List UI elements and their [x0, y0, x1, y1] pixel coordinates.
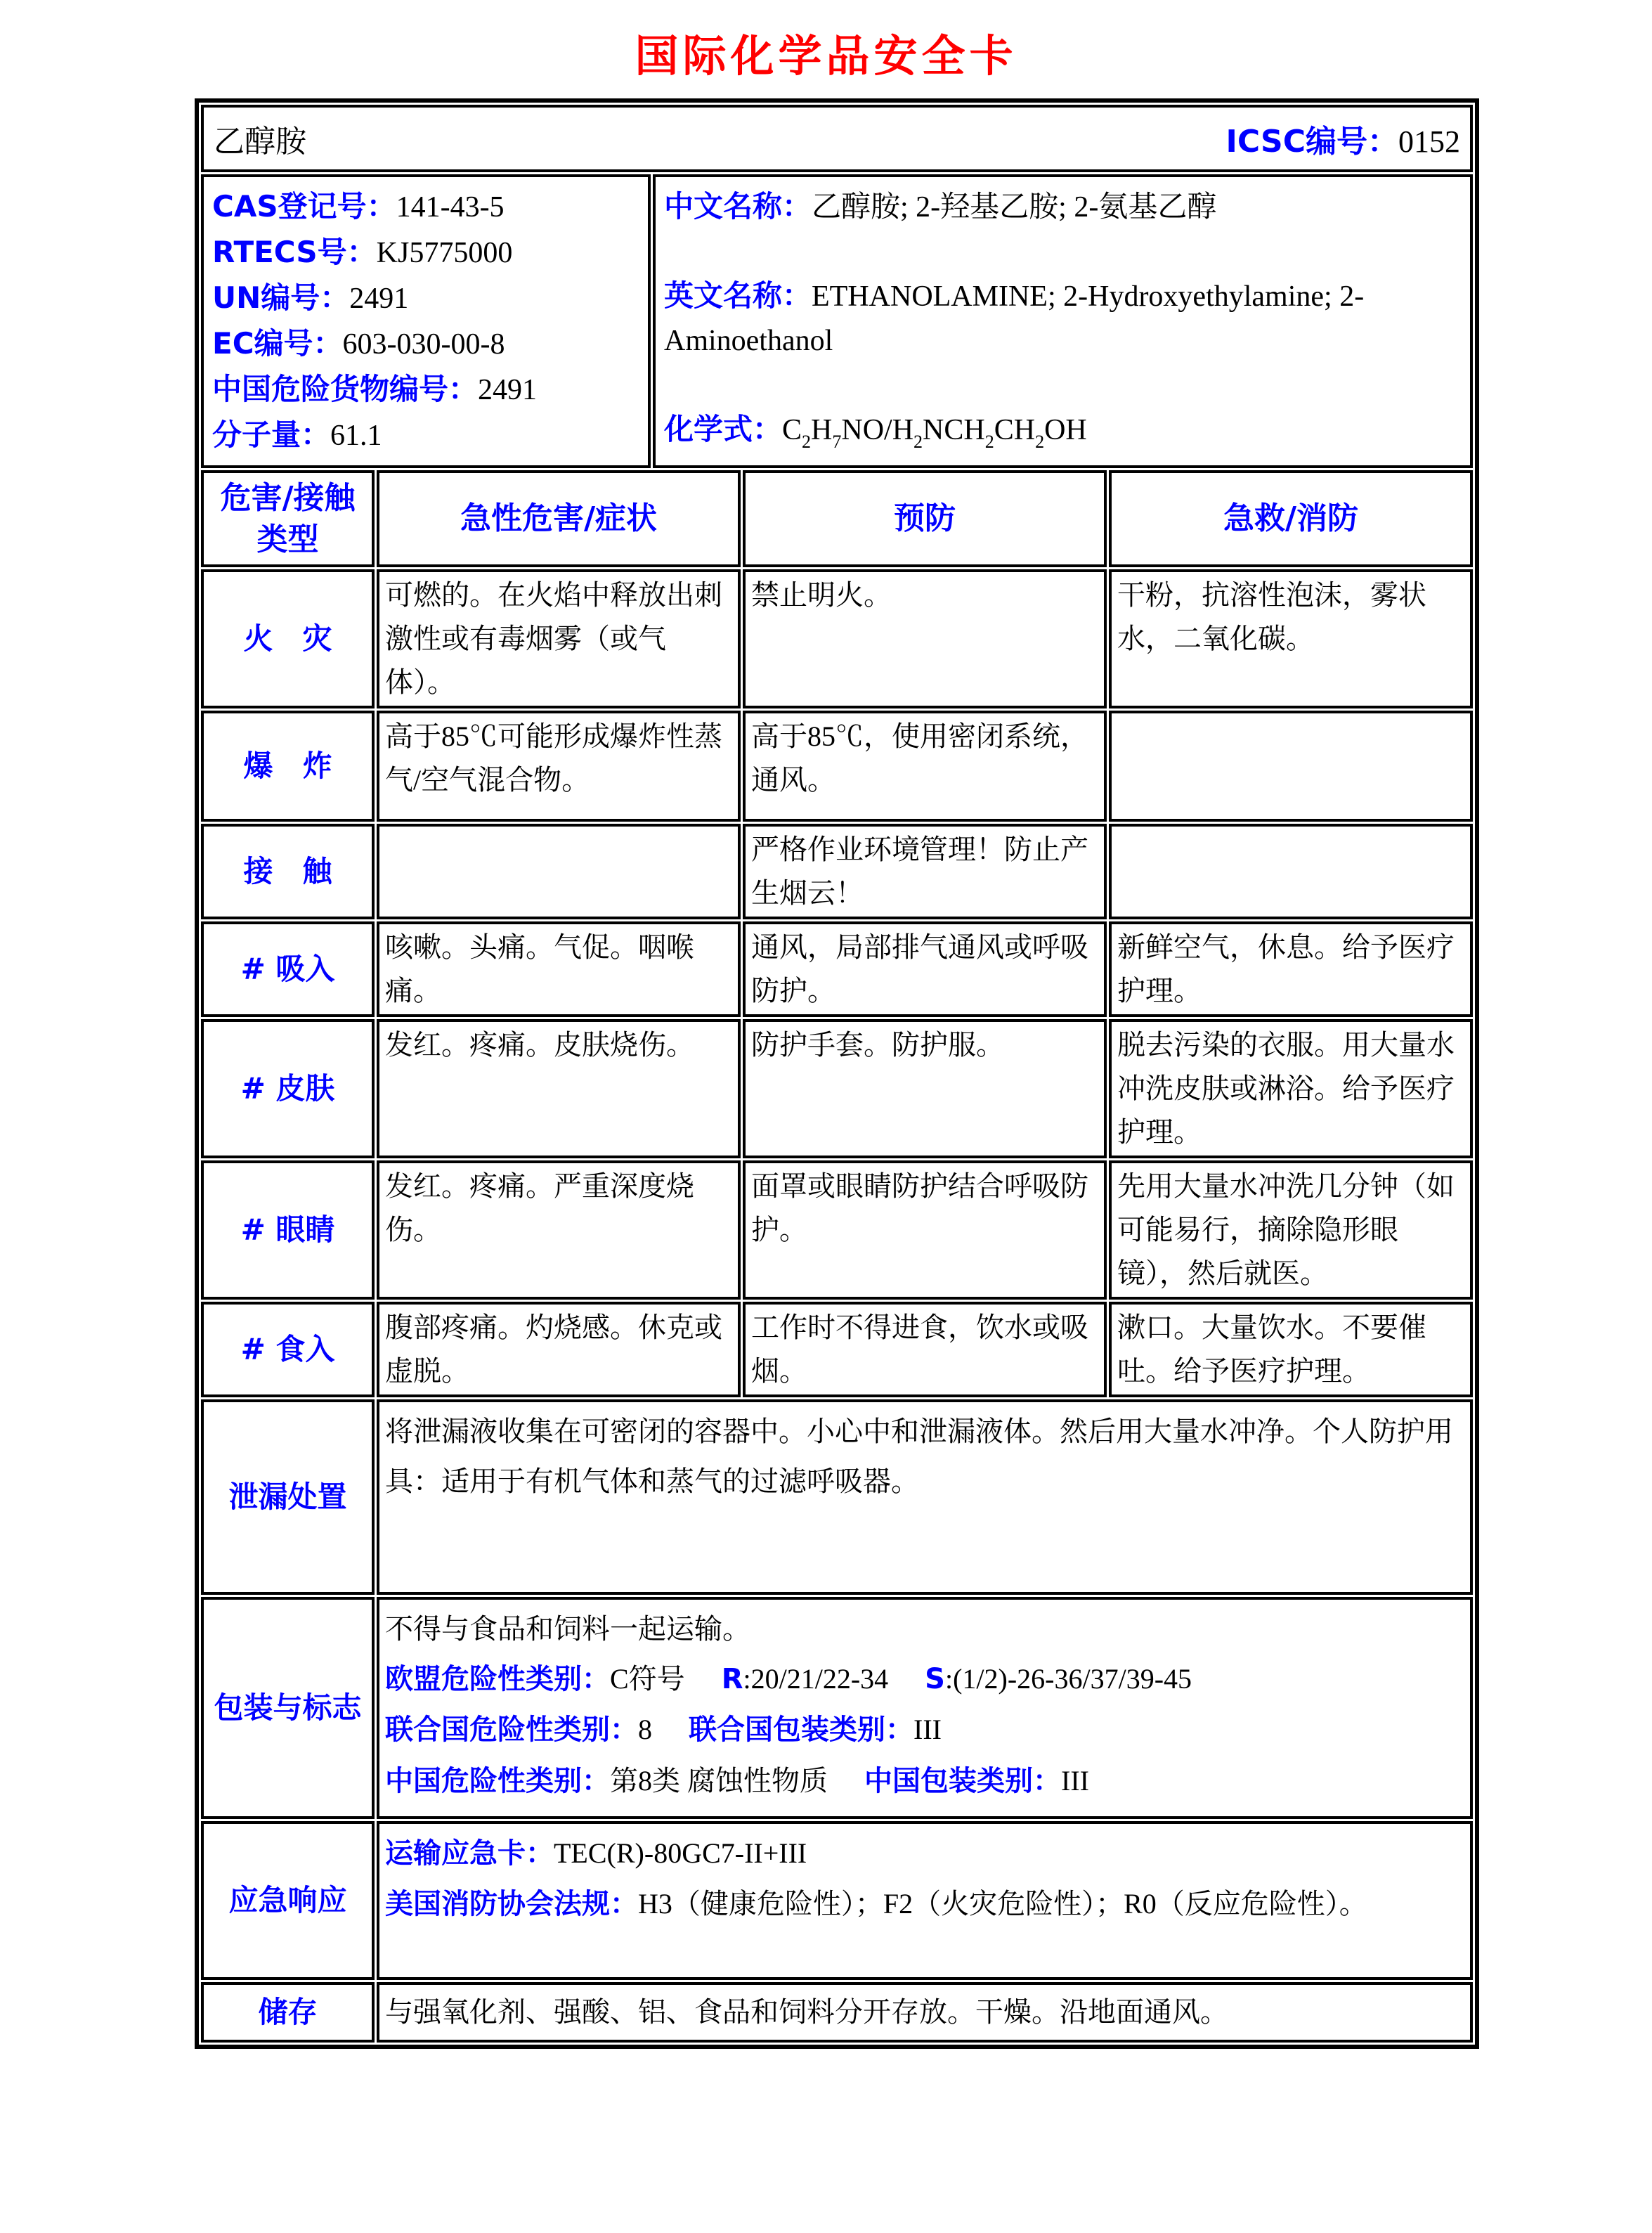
packaging-eu-line: [385, 1654, 1464, 1704]
row-label-explosion: 爆 炸: [201, 711, 375, 822]
skin-first-aid-cell: 脱去污染的衣服。用大量水冲洗皮肤或淋浴。给予医疗护理。: [1109, 1019, 1473, 1158]
ingestion-prevention-cell: 工作时不得进食，饮水或吸烟。: [743, 1302, 1107, 1397]
molecular-weight-line: [212, 413, 639, 458]
exposure-prevention-cell: 严格作业环境管理！防止产生烟云！: [743, 824, 1107, 919]
s-phrases-value: :(1/2)-26-36/37/39-45: [944, 1663, 1192, 1695]
formula-segment: CH: [994, 414, 1036, 446]
column-header-prevention: 预防: [743, 470, 1107, 567]
ec-number-line: [212, 321, 639, 367]
eyes-symptom-cell: 发红。疼痛。严重深度烧伤。: [377, 1160, 741, 1300]
molecular-weight-value: 61.1: [330, 420, 382, 452]
row-label-packaging-labelling: 包装与标志: [201, 1597, 375, 1819]
skin-prevention-cell: 防护手套。防护服。: [743, 1019, 1107, 1158]
formula-segment: NO/H: [841, 414, 914, 446]
storage-cell: 与强氧化剂、强酸、铝、食品和饲料分开存放。干燥。沿地面通风。: [377, 1982, 1473, 2043]
formula-subscript: 2: [984, 432, 994, 452]
explosion-first-aid-cell: [1109, 711, 1473, 822]
fire-first-aid-cell: 干粉，抗溶性泡沫，雾状水，二氧化碳。: [1109, 569, 1473, 708]
ec-value: 603-030-00-8: [342, 328, 505, 361]
china-dg-number-line: [212, 367, 639, 413]
row-label-emergency-response: 应急响应: [201, 1821, 375, 1980]
hazard-table: [201, 470, 1473, 2043]
row-label-spill-disposal: 泄漏处置: [201, 1399, 375, 1595]
un-number-line: [212, 276, 639, 321]
identifiers-right-cell: [653, 174, 1473, 468]
emergency-response-cell: [377, 1821, 1473, 1980]
row-label-fire: 火 灾: [201, 569, 375, 708]
explosion-symptom-cell: 高于85℃可能形成爆炸性蒸气/空气混合物。: [377, 711, 741, 822]
fire-prevention-cell: 禁止明火。: [743, 569, 1107, 708]
un-packing-group-value: III: [913, 1714, 942, 1746]
row-label-ingestion: # 食入: [201, 1302, 375, 1397]
identifiers-left-cell: [201, 174, 651, 468]
formula-subscript: 2: [802, 432, 812, 452]
icsc-label: ICSC编号：: [1225, 124, 1398, 160]
page-title: 国际化学品安全卡: [635, 30, 1017, 82]
column-header-first-aid-fire: 急救/消防: [1109, 470, 1473, 567]
substance-header-row: [201, 105, 1473, 172]
safety-card: [195, 98, 1479, 2049]
eyes-first-aid-cell: 先用大量水冲洗几分钟（如可能易行，摘除隐形眼镜），然后就医。: [1109, 1160, 1473, 1300]
icsc-number: [1226, 116, 1460, 161]
packaging-labelling-cell: [377, 1597, 1473, 1819]
un-label: UN编号：: [212, 280, 350, 315]
china-dg-value: 2491: [478, 374, 538, 406]
chinese-name-label: 中文名称：: [664, 189, 812, 224]
formula-segment: C: [782, 414, 802, 446]
cn-hazard-class-value: 第8类 腐蚀性物质: [610, 1764, 828, 1797]
row-label-storage: 储存: [201, 1982, 375, 2043]
chemical-formula-line: [664, 407, 1462, 455]
molecular-weight-label: 分子量：: [212, 418, 331, 452]
explosion-prevention-cell: 高于85℃，使用密闭系统，通风。: [743, 711, 1107, 822]
formula-subscript: 2: [1035, 432, 1045, 452]
spill-disposal-cell: 将泄漏液收集在可密闭的容器中。小心中和泄漏液体。然后用大量水冲净。个人防护用具：适用于有机气体和蒸气的过滤呼吸器。: [377, 1399, 1473, 1595]
row-label-exposure: 接 触: [201, 824, 375, 919]
fire-symptom-cell: 可燃的。在火焰中释放出刺激性或有毒烟雾（或气体）。: [377, 569, 741, 708]
un-packing-group-label: 联合国包装类别：: [689, 1714, 913, 1747]
column-header-hazard-type: 危害/接触类型: [201, 470, 375, 567]
chinese-name-line: [664, 184, 1462, 230]
cas-number-line: [212, 184, 639, 230]
eu-hazard-class-value: C符号: [610, 1663, 685, 1695]
r-phrases-label: R: [721, 1663, 743, 1696]
chemical-formula-value: [782, 414, 1087, 452]
cas-label: CAS登记号：: [212, 189, 396, 224]
rtecs-value: KJ5775000: [376, 237, 513, 269]
formula-segment: OH: [1044, 414, 1087, 446]
cn-packing-group-value: III: [1061, 1764, 1089, 1797]
formula-segment: NCH: [923, 414, 985, 446]
un-hazard-class-label: 联合国危险性类别：: [385, 1714, 638, 1747]
cn-packing-group-label: 中国包装类别：: [864, 1764, 1061, 1797]
row-label-eyes: # 眼睛: [201, 1160, 375, 1300]
chinese-name-value: 乙醇胺; 2-羟基乙胺; 2-氨基乙醇: [812, 191, 1217, 224]
ec-label: EC编号：: [212, 326, 343, 361]
english-name-value: ETHANOLAMINE; 2-Hydroxyethylamine; 2-Aminoethanol: [664, 280, 1365, 357]
nfpa-code-value: H3（健康危险性）；F2（火灾危险性）；R0（反应危险性）。: [638, 1888, 1367, 1920]
inhalation-prevention-cell: 通风，局部排气通风或呼吸防护。: [743, 921, 1107, 1017]
rtecs-label: RTECS号：: [212, 235, 377, 269]
row-label-skin: # 皮肤: [201, 1019, 375, 1158]
icsc-value: 0152: [1398, 124, 1460, 159]
english-name-line: [664, 273, 1462, 363]
row-label-inhalation: # 吸入: [201, 921, 375, 1017]
ingestion-first-aid-cell: 漱口。大量饮水。不要催吐。给予医疗护理。: [1109, 1302, 1473, 1397]
formula-subscript: 7: [832, 432, 842, 452]
transport-emergency-card-line: [385, 1828, 1464, 1879]
exposure-symptom-cell: [377, 824, 741, 919]
nfpa-code-label: 美国消防协会法规：: [385, 1888, 638, 1921]
cn-hazard-class-label: 中国危险性类别：: [385, 1764, 610, 1797]
transport-emergency-card-label: 运输应急卡：: [385, 1837, 554, 1870]
eu-hazard-class-label: 欧盟危险性类别：: [385, 1663, 610, 1696]
skin-symptom-cell: 发红。疼痛。皮肤烧伤。: [377, 1019, 741, 1158]
eyes-prevention-cell: 面罩或眼睛防护结合呼吸防护。: [743, 1160, 1107, 1300]
transport-emergency-card-value: TEC(R)-80GC7-II+III: [554, 1837, 807, 1869]
packaging-transport-note: 不得与食品和饲料一起运输。: [385, 1613, 750, 1645]
inhalation-first-aid-cell: 新鲜空气，休息。给予医疗护理。: [1109, 921, 1473, 1017]
rtecs-number-line: [212, 230, 639, 276]
formula-subscript: 2: [913, 432, 923, 452]
un-hazard-class-value: 8: [638, 1714, 652, 1746]
column-header-acute-symptoms: 急性危害/症状: [377, 470, 741, 567]
un-value: 2491: [349, 283, 409, 315]
exposure-first-aid-cell: [1109, 824, 1473, 919]
cas-value: 141-43-5: [396, 191, 505, 224]
formula-segment: H: [811, 414, 833, 446]
r-phrases-value: :20/21/22-34: [743, 1663, 889, 1695]
ingestion-symptom-cell: 腹部疼痛。灼烧感。休克或虚脱。: [377, 1302, 741, 1397]
identifiers-section: [201, 174, 1473, 468]
packaging-cn-line: [385, 1756, 1464, 1806]
substance-name: 乙醇胺: [214, 124, 306, 159]
china-dg-label: 中国危险货物编号：: [212, 372, 479, 406]
s-phrases-label: S: [925, 1663, 945, 1696]
inhalation-symptom-cell: 咳嗽。头痛。气促。咽喉痛。: [377, 921, 741, 1017]
packaging-un-line: [385, 1704, 1464, 1755]
chemical-formula-label: 化学式：: [664, 412, 783, 446]
english-name-label: 英文名称：: [664, 278, 812, 313]
nfpa-code-line: [385, 1879, 1464, 1929]
